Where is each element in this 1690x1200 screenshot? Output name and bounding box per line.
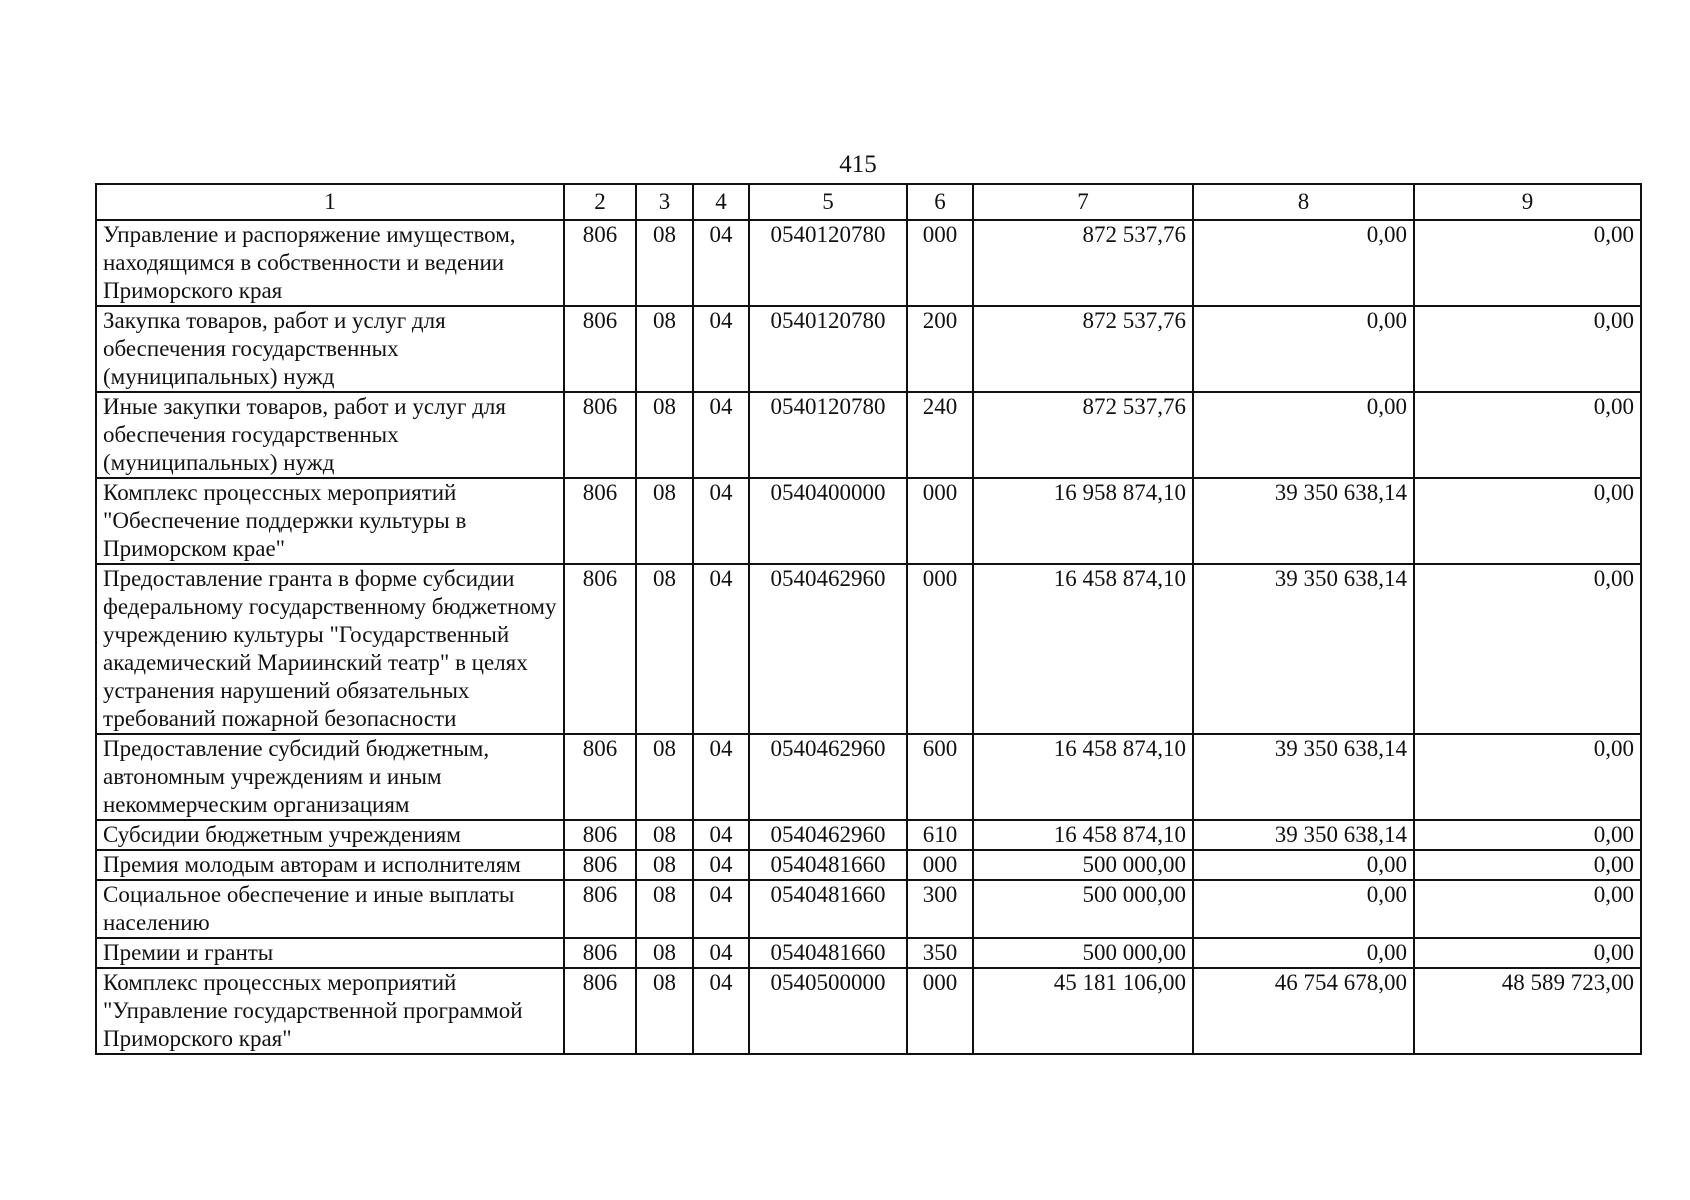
row-expense-type-code: 000 (907, 220, 973, 306)
row-expense-type-code: 600 (907, 734, 973, 820)
row-ministry-code: 806 (564, 968, 636, 1054)
column-header: 6 (907, 184, 973, 220)
table-row (96, 968, 1641, 1054)
row-target-code: 0540481660 (749, 938, 907, 968)
row-subsection-code: 04 (693, 820, 749, 850)
row-amount-col9: 0,00 (1414, 734, 1641, 820)
row-subsection-code: 04 (693, 220, 749, 306)
column-header: 2 (564, 184, 636, 220)
row-section-code: 08 (636, 564, 693, 734)
row-name: Премия молодым авторам и исполнителям (96, 850, 564, 880)
row-amount-col8: 39 350 638,14 (1193, 820, 1414, 850)
row-target-code: 0540481660 (749, 850, 907, 880)
row-target-code: 0540462960 (749, 564, 907, 734)
row-amount-col7: 500 000,00 (973, 880, 1193, 938)
row-amount-col9: 0,00 (1414, 820, 1641, 850)
row-amount-col9: 0,00 (1414, 880, 1641, 938)
row-amount-col7: 16 458 874,10 (973, 564, 1193, 734)
row-expense-type-code: 200 (907, 306, 973, 392)
row-name: Предоставление гранта в форме субсидии федеральному государственному бюджетному учреждению культуры "Государственный академический Мариинский театр" в целях устранения нарушений обязательных требований пожарной безопасности (96, 564, 564, 734)
table-row (96, 564, 1641, 734)
row-target-code: 0540120780 (749, 392, 907, 478)
row-target-code: 0540400000 (749, 478, 907, 564)
row-amount-col8: 39 350 638,14 (1193, 734, 1414, 820)
row-subsection-code: 04 (693, 306, 749, 392)
row-expense-type-code: 300 (907, 880, 973, 938)
row-amount-col8: 0,00 (1193, 850, 1414, 880)
row-expense-type-code: 000 (907, 564, 973, 734)
row-target-code: 0540481660 (749, 880, 907, 938)
row-section-code: 08 (636, 850, 693, 880)
row-ministry-code: 806 (564, 880, 636, 938)
row-amount-col8: 0,00 (1193, 880, 1414, 938)
row-target-code: 0540462960 (749, 820, 907, 850)
row-amount-col7: 872 537,76 (973, 220, 1193, 306)
row-amount-col9: 48 589 723,00 (1414, 968, 1641, 1054)
row-target-code: 0540120780 (749, 220, 907, 306)
budget-table (95, 183, 1642, 1055)
row-section-code: 08 (636, 820, 693, 850)
row-amount-col7: 500 000,00 (973, 938, 1193, 968)
row-subsection-code: 04 (693, 938, 749, 968)
row-section-code: 08 (636, 938, 693, 968)
row-name: Управление и распоряжение имуществом, находящимся в собственности и ведении Приморского края (96, 220, 564, 306)
row-subsection-code: 04 (693, 880, 749, 938)
row-expense-type-code: 000 (907, 478, 973, 564)
table-row (96, 820, 1641, 850)
row-section-code: 08 (636, 392, 693, 478)
row-ministry-code: 806 (564, 392, 636, 478)
row-expense-type-code: 240 (907, 392, 973, 478)
row-subsection-code: 04 (693, 850, 749, 880)
row-amount-col9: 0,00 (1414, 564, 1641, 734)
row-amount-col7: 45 181 106,00 (973, 968, 1193, 1054)
row-name: Субсидии бюджетным учреждениям (96, 820, 564, 850)
table-row (96, 734, 1641, 820)
row-name: Закупка товаров, работ и услуг для обеспечения государственных (муниципальных) нужд (96, 306, 564, 392)
row-ministry-code: 806 (564, 220, 636, 306)
row-amount-col7: 16 958 874,10 (973, 478, 1193, 564)
row-section-code: 08 (636, 880, 693, 938)
row-section-code: 08 (636, 478, 693, 564)
row-amount-col9: 0,00 (1414, 306, 1641, 392)
table-row (96, 938, 1641, 968)
row-name: Предоставление субсидий бюджетным, автономным учреждениям и иным некоммерческим организациям (96, 734, 564, 820)
row-amount-col7: 16 458 874,10 (973, 820, 1193, 850)
row-amount-col9: 0,00 (1414, 392, 1641, 478)
row-subsection-code: 04 (693, 478, 749, 564)
row-subsection-code: 04 (693, 392, 749, 478)
row-subsection-code: 04 (693, 564, 749, 734)
column-header: 4 (693, 184, 749, 220)
row-section-code: 08 (636, 968, 693, 1054)
table-row (96, 880, 1641, 938)
row-amount-col7: 500 000,00 (973, 850, 1193, 880)
row-expense-type-code: 350 (907, 938, 973, 968)
row-amount-col8: 0,00 (1193, 392, 1414, 478)
row-amount-col9: 0,00 (1414, 938, 1641, 968)
row-ministry-code: 806 (564, 850, 636, 880)
row-ministry-code: 806 (564, 938, 636, 968)
row-amount-col9: 0,00 (1414, 850, 1641, 880)
row-name: Комплекс процессных мероприятий "Управление государственной программой Приморского края" (96, 968, 564, 1054)
column-header: 8 (1193, 184, 1414, 220)
row-amount-col7: 16 458 874,10 (973, 734, 1193, 820)
row-name: Иные закупки товаров, работ и услуг для обеспечения государственных (муниципальных) нужд (96, 392, 564, 478)
column-header: 7 (973, 184, 1193, 220)
row-amount-col8: 0,00 (1193, 220, 1414, 306)
table-row (96, 478, 1641, 564)
column-header: 1 (96, 184, 564, 220)
table-row (96, 850, 1641, 880)
row-ministry-code: 806 (564, 564, 636, 734)
row-amount-col9: 0,00 (1414, 220, 1641, 306)
row-subsection-code: 04 (693, 734, 749, 820)
column-header: 5 (749, 184, 907, 220)
row-ministry-code: 806 (564, 306, 636, 392)
row-target-code: 0540120780 (749, 306, 907, 392)
row-amount-col7: 872 537,76 (973, 306, 1193, 392)
column-header: 9 (1414, 184, 1641, 220)
row-amount-col7: 872 537,76 (973, 392, 1193, 478)
row-expense-type-code: 000 (907, 968, 973, 1054)
row-expense-type-code: 000 (907, 850, 973, 880)
row-ministry-code: 806 (564, 734, 636, 820)
row-subsection-code: 04 (693, 968, 749, 1054)
row-name: Комплекс процессных мероприятий "Обеспечение поддержки культуры в Приморском крае" (96, 478, 564, 564)
row-expense-type-code: 610 (907, 820, 973, 850)
row-ministry-code: 806 (564, 820, 636, 850)
row-amount-col8: 0,00 (1193, 938, 1414, 968)
row-section-code: 08 (636, 220, 693, 306)
table-row (96, 220, 1641, 306)
row-amount-col8: 39 350 638,14 (1193, 564, 1414, 734)
row-section-code: 08 (636, 734, 693, 820)
column-header: 3 (636, 184, 693, 220)
row-ministry-code: 806 (564, 478, 636, 564)
row-amount-col8: 0,00 (1193, 306, 1414, 392)
row-name: Премии и гранты (96, 938, 564, 968)
row-amount-col8: 39 350 638,14 (1193, 478, 1414, 564)
page-number: 415 (839, 151, 877, 178)
table-row (96, 392, 1641, 478)
row-amount-col8: 46 754 678,00 (1193, 968, 1414, 1054)
row-target-code: 0540500000 (749, 968, 907, 1054)
header-row (96, 184, 1641, 220)
row-section-code: 08 (636, 306, 693, 392)
table-row (96, 306, 1641, 392)
row-name: Социальное обеспечение и иные выплаты населению (96, 880, 564, 938)
row-target-code: 0540462960 (749, 734, 907, 820)
row-amount-col9: 0,00 (1414, 478, 1641, 564)
